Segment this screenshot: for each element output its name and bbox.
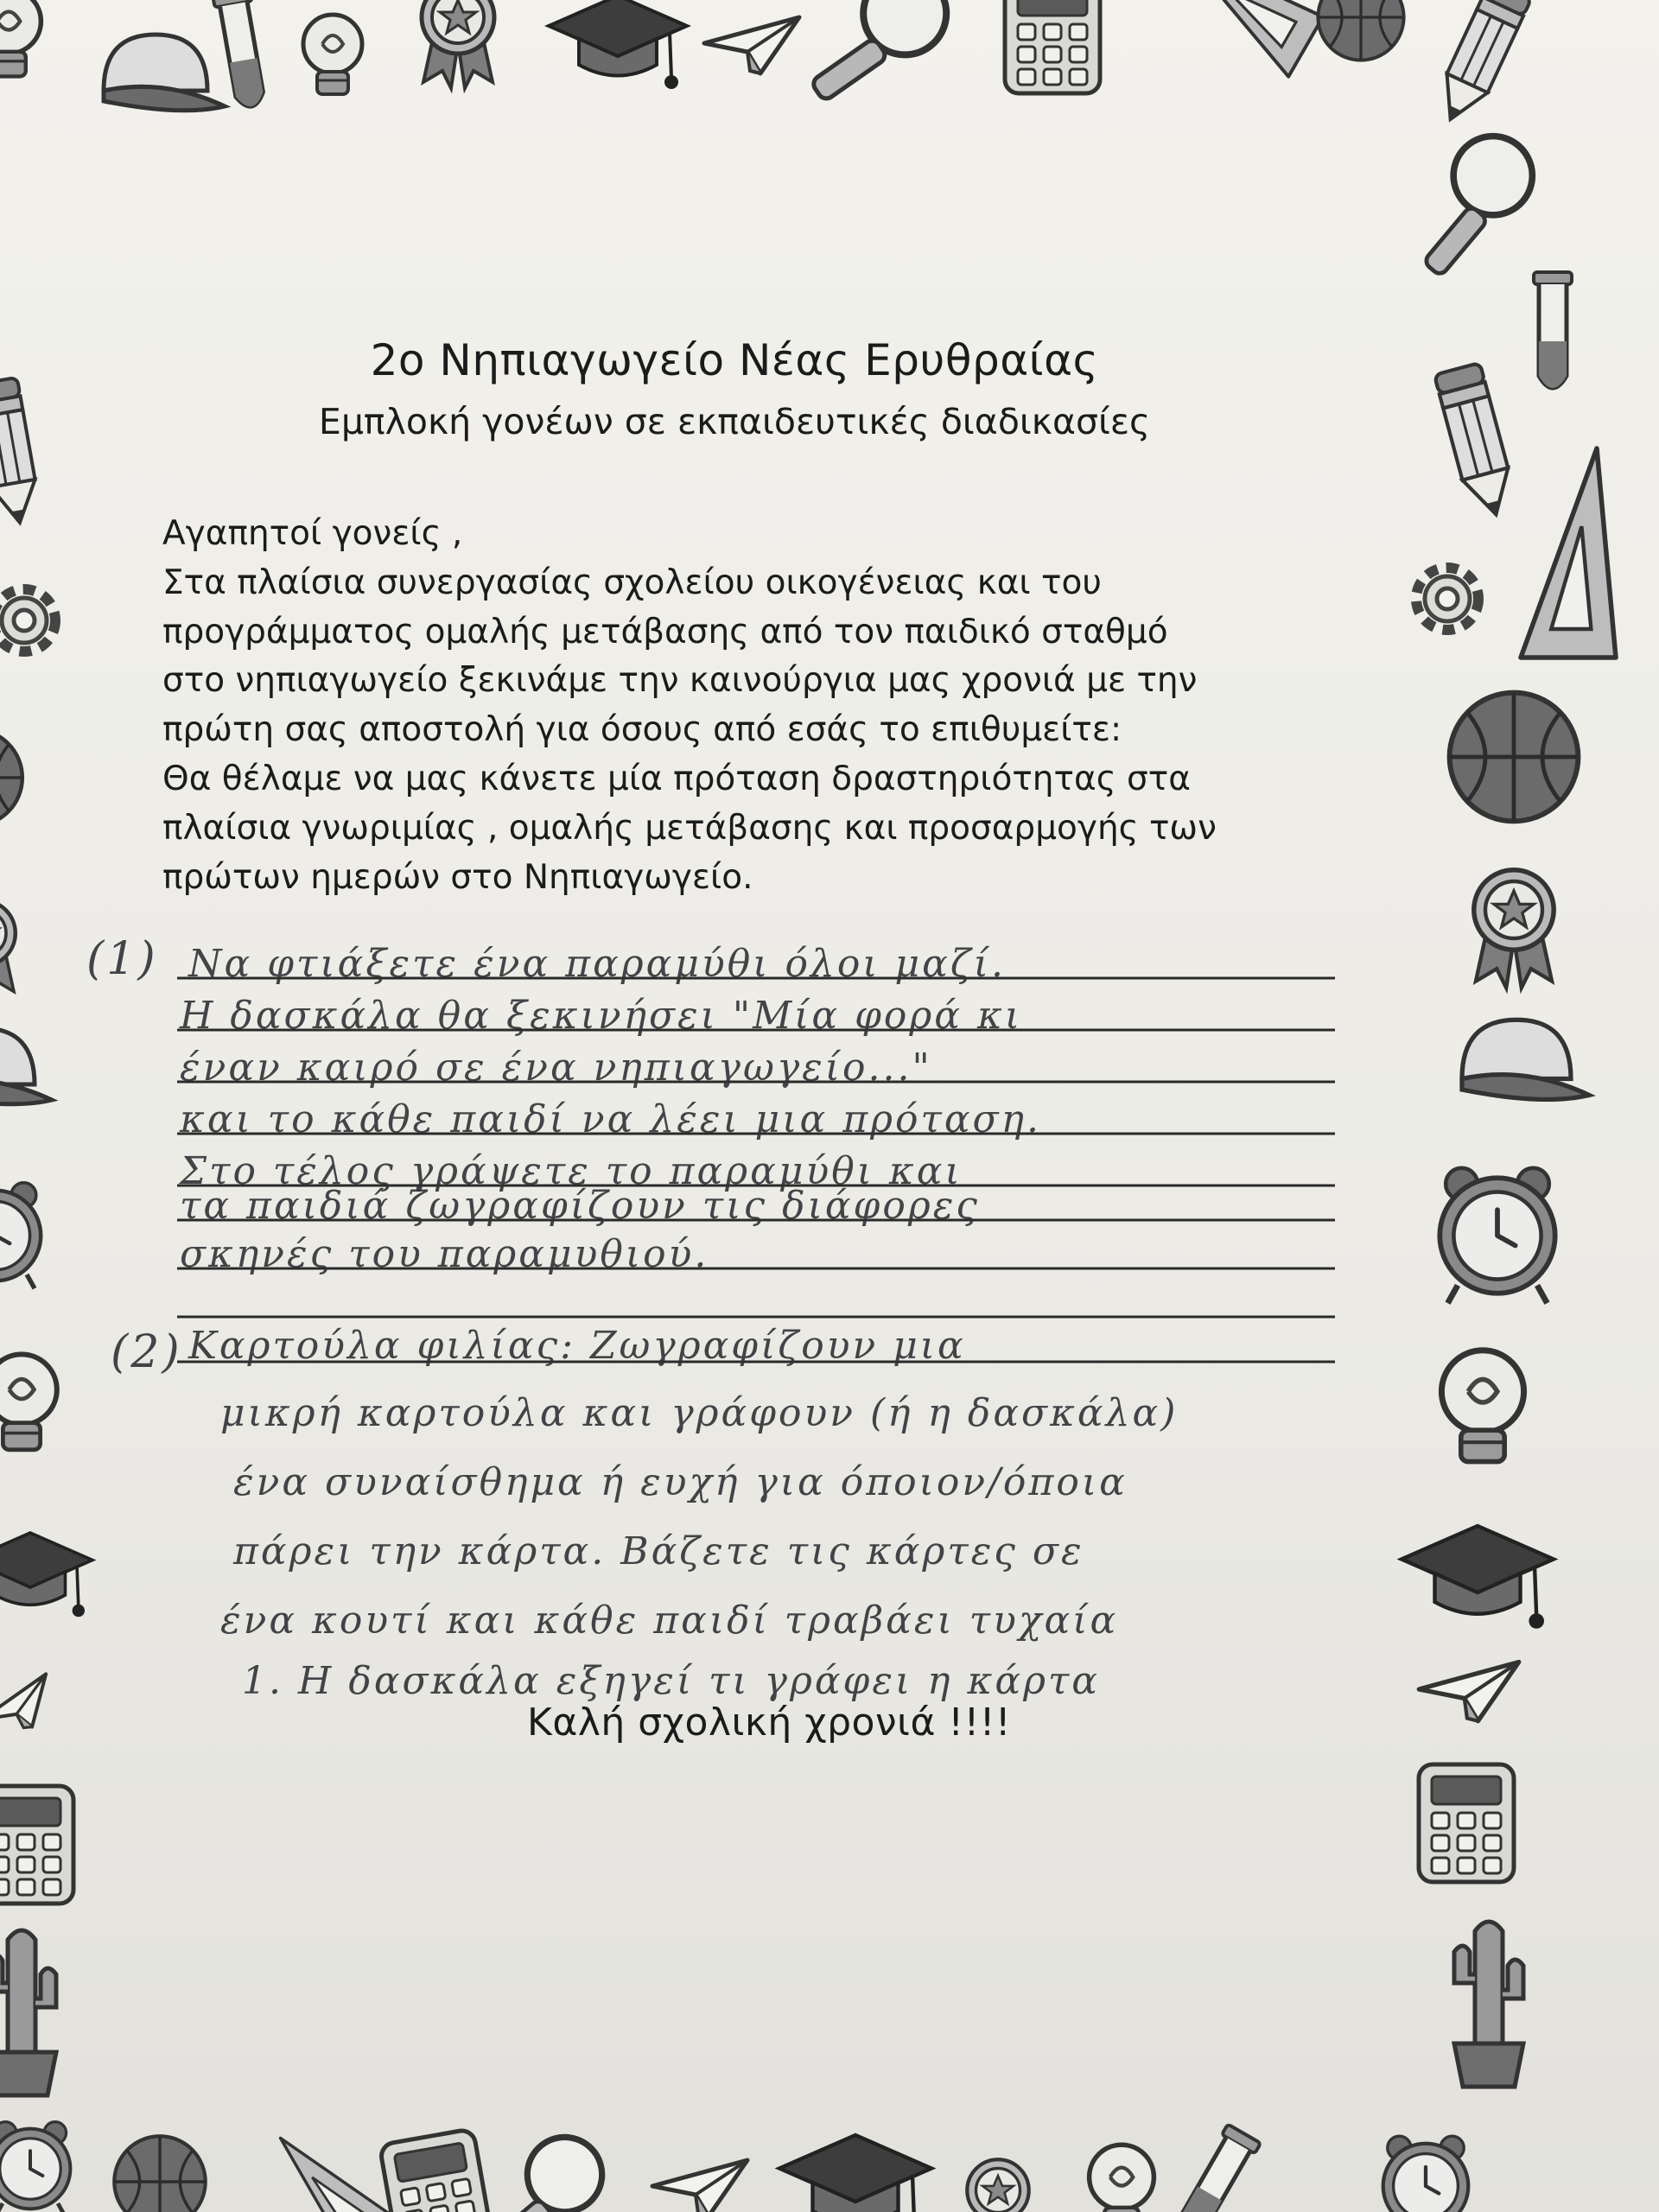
greeting: Αγαπητοί γονείς , xyxy=(162,514,463,553)
handwritten-line: ένα συναίσθημα ή ευχή για όποιον/όποια xyxy=(233,1460,1128,1504)
letter-line: Θα θέλαμε να μας κάνετε μία πρόταση δραστηριότητας στα xyxy=(162,759,1191,798)
answer-number: (1) xyxy=(86,933,158,985)
letter-line: Στα πλαίσια συνεργασίας σχολείου οικογένειας και του xyxy=(162,563,1102,602)
school-name: 2ο Νηπιαγωγείο Νέας Ερυθραίας xyxy=(370,335,1099,385)
letter-line: πλαίσια γνωριμίας , ομαλής μετάβασης και προσαρμογής των xyxy=(162,808,1217,848)
handwritten-line: Να φτιάξετε ένα παραμύθι όλοι μαζί. xyxy=(188,942,1006,986)
handwritten-line: μικρή καρτούλα και γράφουν (ή η δασκάλα) xyxy=(220,1391,1179,1435)
letter-line: προγράμματος ομαλής μετάβασης από τον παιδικό σταθμό xyxy=(162,612,1168,652)
handwritten-line: έναν καιρό σε ένα νηπιαγωγείο..." xyxy=(180,1046,932,1090)
letter-line: πρώτη σας αποστολή για όσους από εσάς το επιθυμείτε: xyxy=(162,710,1122,750)
handwritten-line: Καρτούλα φιλίας: Ζωγραφίζουν μια xyxy=(188,1324,966,1368)
handwritten-line: τα παιδιά ζωγραφίζουν τις διάφορες xyxy=(180,1184,980,1228)
answer-number: (2) xyxy=(111,1326,182,1378)
handwritten-line: Η δασκάλα θα ξεκινήσει "Μία φορά κι xyxy=(180,994,1023,1038)
letter-line: πρώτων ημερών στο Νηπιαγωγείο. xyxy=(162,857,753,897)
handwritten-line: και το κάθε παιδί να λέει μια πρόταση. xyxy=(180,1097,1041,1141)
document-subtitle: Εμπλοκή γονέων σε εκπαιδευτικές διαδικασίες xyxy=(318,401,1151,442)
handwritten-line: 1. Η δασκάλα εξηγεί τι γράφει η κάρτα xyxy=(242,1659,1101,1703)
closing-wish: Καλή σχολική χρονιά !!!! xyxy=(526,1700,1011,1745)
letter-line: στο νηπιαγωγείο ξεκινάμε την καινούργια μας χρονιά με την xyxy=(162,661,1198,701)
handwritten-line: Στο τέλος γράψετε το παραμύθι και xyxy=(180,1149,963,1193)
handwritten-line: ένα κουτί και κάθε παιδί τραβάει τυχαία xyxy=(220,1599,1119,1643)
handwritten-line: σκηνές του παραμυθιού. xyxy=(180,1232,709,1276)
handwritten-line: πάρει την κάρτα. Βάζετε τις κάρτες σε xyxy=(233,1529,1084,1573)
